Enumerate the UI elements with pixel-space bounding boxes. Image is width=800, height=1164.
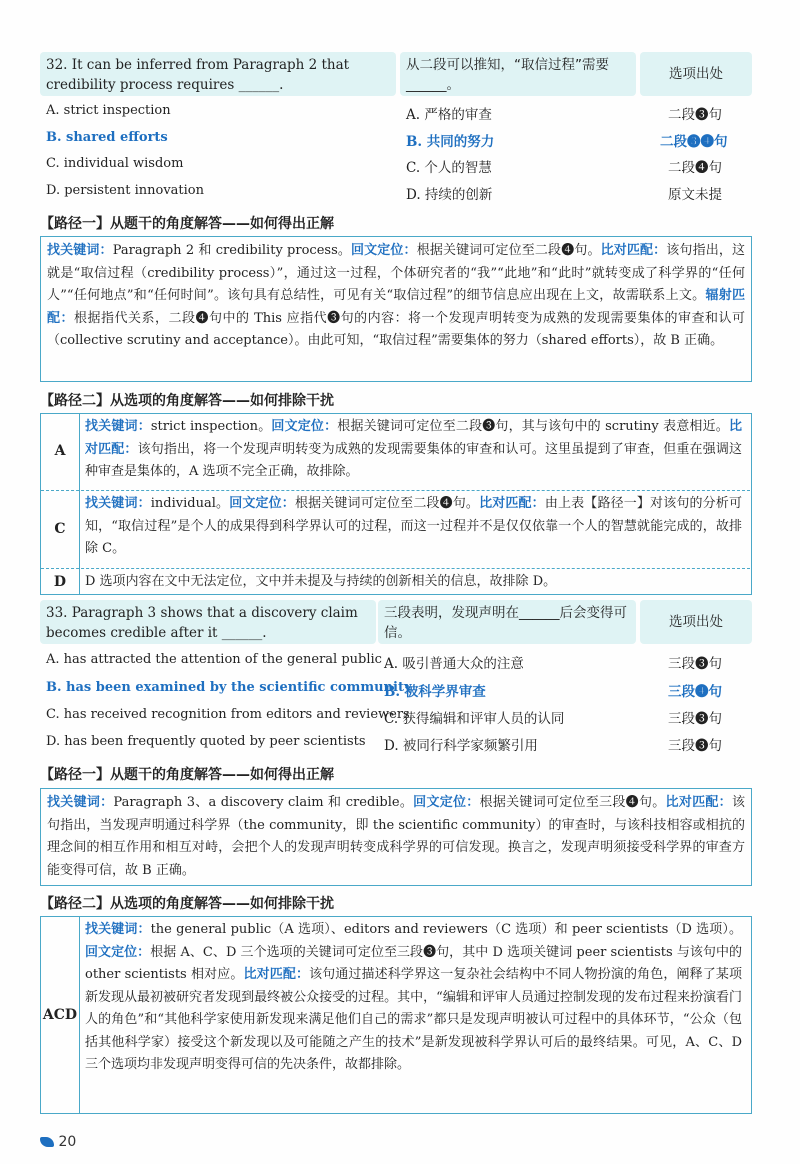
label: 找关键词： (47, 795, 114, 810)
text: 根据关键词可定位至三段❹句。 (479, 795, 666, 810)
q32-option-b-en: B. shared efforts (46, 130, 168, 145)
q32-path1-title: 【路径一】从题干的角度解答——如何得出正解 (40, 216, 334, 232)
label: 找关键词： (85, 922, 151, 937)
q33-option-a-en: A. has attracted the attention of the general public (46, 652, 382, 667)
q33-option-c-cn: C. 获得编辑和评审人员的认同 (384, 711, 565, 727)
q32-stem-en: 32. It can be inferred from Paragraph 2 that credibility process requires ______. (40, 52, 396, 96)
q33-option-c-src: 三段❸句 (668, 711, 722, 727)
text: 该句通过描述科学界这一复杂社会结构中不同人物扮演的角色，阐释了某项新发现从最初被研究者发现到最终被公众接受的过程。其中，“编辑和评审人员通过控制发现的发布过程来扮演看门人的角色”和“其他科学家使用新发现来满足他们自己的需求”都只是发现声明被认可过程中的具体环节，“公众（包括其他科学家）接受这个新发现以及可能随之产生的技术”是新发现被科学界认可后的最终结果。可见，A、C、D 三个选项均非发现声明变得可信的先决条件，故都排除。 (85, 967, 742, 1072)
label: 比对匹配： (243, 967, 310, 982)
label: 找关键词： (85, 419, 151, 434)
q32-option-c-cn: C. 个人的智慧 (406, 160, 492, 176)
q32-path2-row-a (41, 414, 750, 488)
label: 比对匹配： (665, 795, 732, 810)
q33-source-header: 选项出处 (640, 600, 752, 644)
text: 根据关键词可定位至二段❸句，其与该句中的 scrutiny 表意相近。 (337, 419, 729, 434)
q32-stem-cn: 从二段可以推知，“取信过程”需要______。 (400, 52, 636, 96)
label: 回文定位： (271, 419, 338, 434)
q32-option-d-cn: D. 持续的创新 (406, 187, 493, 203)
q32-path1-box (40, 236, 752, 382)
q33-path2-row-acd (41, 917, 750, 1113)
q32-option-d-en: D. persistent innovation (46, 183, 205, 198)
row-letter: D (53, 574, 67, 590)
q32-path2-row-d (41, 568, 750, 595)
q33-option-d-cn: D. 被同行科学家频繁引用 (384, 738, 538, 754)
q33-option-b-cn: B. 被科学界审查 (384, 684, 486, 700)
q32-option-c-en: C. individual wisdom (46, 156, 184, 171)
q33-option-d-en: D. has been frequently quoted by peer scientists (46, 734, 366, 749)
label: 辐射匹配： (47, 288, 745, 326)
q33-option-c-en: C. has received recognition from editors and reviewers (46, 707, 410, 722)
text: 根据指代关系，二段❹句中的 This 应指代❸句的内容：将一个发现声明转变为成熟的发现需要集体的审查和认可（collective scrutiny and acceptance）。由此可知，“取信过程”需要集体的努力（shared efforts），故 B 正确。 (47, 310, 745, 348)
text: 根据关键词可定位至二段❹句。 (294, 496, 480, 511)
text: strict inspection。 (150, 419, 272, 434)
q33-stem-cn: 三段表明，发现声明在______后会变得可信。 (378, 600, 636, 644)
label: 回文定位： (413, 795, 480, 810)
q33-path2-title: 【路径二】从选项的角度解答——如何排除干扰 (40, 896, 334, 912)
text: 该句指出，当发现声明通过科学界（the community，即 the scientific community）的审查时，与该科技相容或相抗的理念间的相互作用和相互对峙，会把个人的发现声明转变成科学界的可信发现。换言之，发现声明须接受科学界的审查方能变得可信，故 B 正确。 (47, 795, 745, 878)
q33-option-b-en: B. has been examined by the scientific community (46, 680, 412, 695)
label: 回文定位： (229, 496, 295, 511)
label: 比对匹配： (479, 496, 545, 511)
label: 比对匹配： (85, 419, 742, 457)
q32-option-a-en: A. strict inspection (46, 103, 171, 118)
text: individual。 (150, 496, 230, 511)
q33-option-d-src: 三段❸句 (668, 738, 722, 754)
text: 该句指出，将一个发现声明转变为成熟的发现需要集体的审查和认可。这里虽提到了审查，但重在强调这种审查是集体的，A 选项不完全正确，故排除。 (85, 441, 742, 479)
q32-option-d-src: 原文未提 (668, 187, 722, 203)
text: 由上表【路径一】对该句的分析可知，“取信过程”是个人的成果得到科学界认可的过程，而这一过程并不是仅仅依靠一个人的智慧就能完成的，故排除 C。 (85, 496, 742, 556)
q32-path2-box (40, 413, 752, 595)
q33-option-b-src: 三段❹句 (668, 684, 722, 700)
text: D 选项内容在文中无法定位，文中并未提及与持续的创新相关的信息，故排除 D。 (85, 574, 557, 589)
q33-option-a-src: 三段❸句 (668, 656, 722, 672)
label: 找关键词： (85, 496, 151, 511)
page-number: 20 (58, 1134, 77, 1150)
text: Paragraph 3、a discovery claim 和 credible。 (113, 795, 414, 810)
text: the general public（A 选项）、editors and reviewers（C 选项）和 peer scientists（D 选项）。 (150, 922, 742, 937)
q33-path1-box (40, 788, 752, 886)
text: 该句指出，这就是“取信过程（credibility process）”，通过这一过程，个体研究者的“我”“此地”和“此时”就转变成了科学界的“任何人”“任何地点”和“任何时间”。该句具有总结性，可见有关“取信过程”的细节信息应出现在上文，故需联系上文。 (47, 243, 745, 303)
q32-option-b-cn: B. 共同的努力 (406, 134, 495, 150)
q32-source-header: 选项出处 (640, 52, 752, 96)
text: 根据 A、C、D 三个选项的关键词可定位至三段❸句，其中 D 选项关键词 peer scientists 与该句中的 other scientists 相对应。 (85, 944, 742, 982)
q32-option-a-src: 二段❸句 (668, 107, 722, 123)
q33-option-a-cn: A. 吸引普通大众的注意 (384, 656, 524, 672)
row-letter: ACD (42, 1007, 78, 1023)
q32-path2-title: 【路径二】从选项的角度解答——如何排除干扰 (40, 393, 334, 409)
q32-option-c-src: 二段❹句 (668, 160, 722, 176)
label: 找关键词： (47, 243, 113, 258)
label: 回文定位： (85, 944, 151, 960)
row-letter: C (54, 521, 66, 537)
q33-path2-box (40, 916, 752, 1114)
page-footer (40, 1134, 76, 1150)
book-icon (40, 1137, 54, 1147)
text: 根据关键词可定位至二段❹句。 (416, 243, 601, 258)
q32-option-b-src: 二段❸❹句 (660, 134, 728, 150)
q32-option-a-cn: A. 严格的审查 (406, 107, 492, 123)
q32-path2-row-c (41, 490, 750, 567)
text: Paragraph 2 和 credibility process。 (112, 243, 352, 258)
label: 回文定位： (351, 243, 417, 258)
q33-path1-title: 【路径一】从题干的角度解答——如何得出正解 (40, 767, 334, 783)
q33-stem-en: 33. Paragraph 3 shows that a discovery claim becomes credible after it ______. (40, 600, 376, 644)
label: 比对匹配： (600, 243, 667, 258)
row-letter: A (54, 443, 66, 459)
